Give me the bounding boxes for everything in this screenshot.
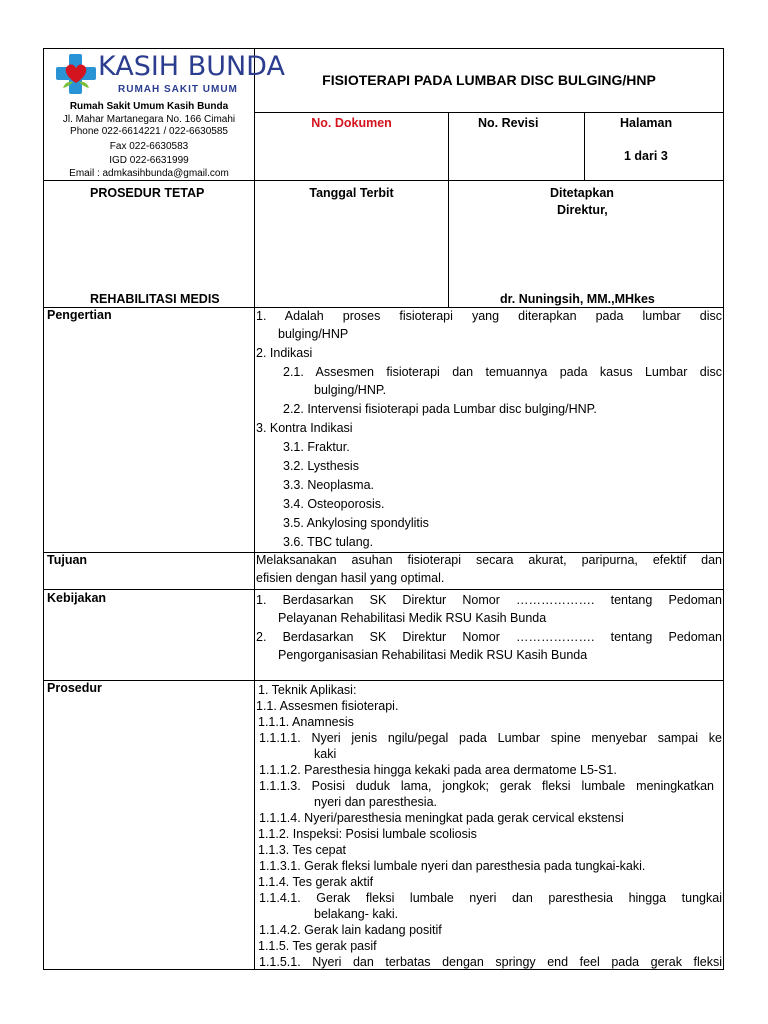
prosedur-line: 1. Teknik Aplikasi: xyxy=(258,683,357,697)
border-top xyxy=(43,48,724,49)
kebijakan-label: Kebijakan xyxy=(47,591,107,605)
signatory-name: dr. Nuningsih, MM.,MHkes xyxy=(500,292,655,306)
pengertian-line: 3. Kontra Indikasi xyxy=(256,421,353,435)
tujuan-label: Tujuan xyxy=(47,553,88,567)
prosedur-line: 1.1.5.1. Nyeri dan terbatas dengan springy end feel pada gerak fleksi xyxy=(259,955,722,969)
prosedur-line: 1.1.1.4. Nyeri/paresthesia meningkat pada gerak cervical ekstensi xyxy=(259,811,624,825)
pengertian-line: 3.1. Fraktur. xyxy=(283,440,350,454)
no-dokumen-label: No. Dokumen xyxy=(311,116,392,130)
pengertian-line: 3.2. Lysthesis xyxy=(283,459,359,473)
hospital-phone: Phone 022-6614221 / 022-6630585 xyxy=(70,126,228,137)
hospital-address: Jl. Mahar Martanegara No. 166 Cimahi xyxy=(62,114,236,125)
unit-label: REHABILITASI MEDIS xyxy=(90,292,220,306)
hospital-fax: Fax 022-6630583 xyxy=(109,141,189,152)
prosedur-line: 1.1.3.1. Gerak fleksi lumbale nyeri dan paresthesia pada tungkai-kaki. xyxy=(259,859,646,873)
kebijakan-line: 2. Berdasarkan SK Direktur Nomor ………………. tentang Pedoman xyxy=(256,630,722,644)
prosedur-line: 1.1.1.1. Nyeri jenis ngilu/pegal pada Lumbar spine menyebar sampai ke xyxy=(259,731,722,745)
cross-heart-icon xyxy=(55,52,97,96)
pengertian-line: 3.5. Ankylosing spondylitis xyxy=(283,516,429,530)
kebijakan-line: Pelayanan Rehabilitasi Medik RSU Kasih Bunda xyxy=(278,611,547,625)
prosedur-line: 1.1.4.2. Gerak lain kadang positif xyxy=(259,923,442,937)
prosedur-tetap-label: PROSEDUR TETAP xyxy=(90,186,205,200)
prosedur-line: 1.1.3. Tes cepat xyxy=(258,843,347,857)
title-row-divider xyxy=(254,112,724,113)
hospital-brand: KASIH BUNDA xyxy=(98,51,285,82)
prosedur-line: belakang- kaki. xyxy=(314,907,399,921)
tanggal-terbit-label: Tanggal Terbit xyxy=(309,186,394,200)
pengertian-line: bulging/HNP. xyxy=(314,383,387,397)
pengertian-line: 2.2. Intervensi fisioterapi pada Lumbar disc bulging/HNP. xyxy=(283,402,597,416)
header-bottom-divider xyxy=(43,307,724,308)
no-revisi-label: No. Revisi xyxy=(478,116,539,130)
prosedur-line: 1.1.4.1. Gerak fleksi lumbale nyeri dan paresthesia hingga tungkai xyxy=(259,891,722,905)
prosedur-line: 1.1.1.2. Paresthesia hingga kekaki pada area dermatome L5-S1. xyxy=(259,763,617,777)
prosedur-line: 1.1.5. Tes gerak pasif xyxy=(258,939,377,953)
pengertian-line: bulging/HNP xyxy=(278,327,349,341)
meta-row-divider xyxy=(254,180,724,181)
hospital-brand-sub: RUMAH SAKIT UMUM xyxy=(118,84,238,95)
hospital-name: Rumah Sakit Umum Kasih Bunda xyxy=(69,101,229,112)
tujuan-line: efisien dengan hasil yang optimal. xyxy=(256,571,445,585)
prosedur-line: 1.1.1.3. Posisi duduk lama, jongkok; gerak fleksi lumbale meningkatkan xyxy=(259,779,714,793)
document-title: FISIOTERAPI PADA LUMBAR DISC BULGING/HNP xyxy=(322,72,656,88)
halaman-col-divider xyxy=(584,112,585,181)
halaman-value: 1 dari 3 xyxy=(624,149,668,163)
prosedur-line: 1.1. Assesmen fisioterapi. xyxy=(256,699,399,713)
pengertian-line: 3.6. TBC tulang. xyxy=(283,535,374,549)
direktur-label: Direktur, xyxy=(557,203,608,217)
hospital-logo xyxy=(55,52,97,96)
revisi-col-divider-top xyxy=(448,112,449,181)
pengertian-line: 1. Adalah proses fisioterapi yang diterapkan pada lumbar disc xyxy=(256,309,722,323)
prosedur-line: nyeri dan paresthesia. xyxy=(314,795,437,809)
pengertian-line: 2.1. Assesmen fisioterapi dan temuannya pada kasus Lumbar disc xyxy=(283,365,722,379)
border-left xyxy=(43,48,44,970)
prosedur-line: 1.1.2. Inspeksi: Posisi lumbale scoliosis xyxy=(258,827,477,841)
kebijakan-bottom-divider xyxy=(43,680,724,681)
pengertian-line: 3.3. Neoplasma. xyxy=(283,478,375,492)
logo-row-divider xyxy=(43,180,255,181)
kebijakan-line: 1. Berdasarkan SK Direktur Nomor ………………. tentang Pedoman xyxy=(256,593,722,607)
prosedur-line: 1.1.1. Anamnesis xyxy=(258,715,354,729)
tujuan-line: Melaksanakan asuhan fisioterapi secara akurat, paripurna, efektif dan xyxy=(256,553,722,567)
prosedur-line: 1.1.4. Tes gerak aktif xyxy=(258,875,374,889)
pengertian-line: 3.4. Osteoporosis. xyxy=(283,497,385,511)
tujuan-bottom-divider xyxy=(43,589,724,590)
kebijakan-line: Pengorganisasian Rehabilitasi Medik RSU Kasih Bunda xyxy=(278,648,588,662)
halaman-label: Halaman xyxy=(620,116,673,130)
ditetapkan-label: Ditetapkan xyxy=(550,186,614,200)
pengertian-line: 2. Indikasi xyxy=(256,346,313,360)
prosedur-line: kaki xyxy=(314,747,337,761)
hospital-igd: IGD 022-6631999 xyxy=(109,155,189,166)
prosedur-label: Prosedur xyxy=(47,681,102,695)
hospital-email: Email : admkasihbunda@gmail.com xyxy=(69,168,229,179)
border-right xyxy=(723,48,724,970)
tanggal-col-divider xyxy=(448,180,449,308)
pengertian-label: Pengertian xyxy=(47,308,112,322)
